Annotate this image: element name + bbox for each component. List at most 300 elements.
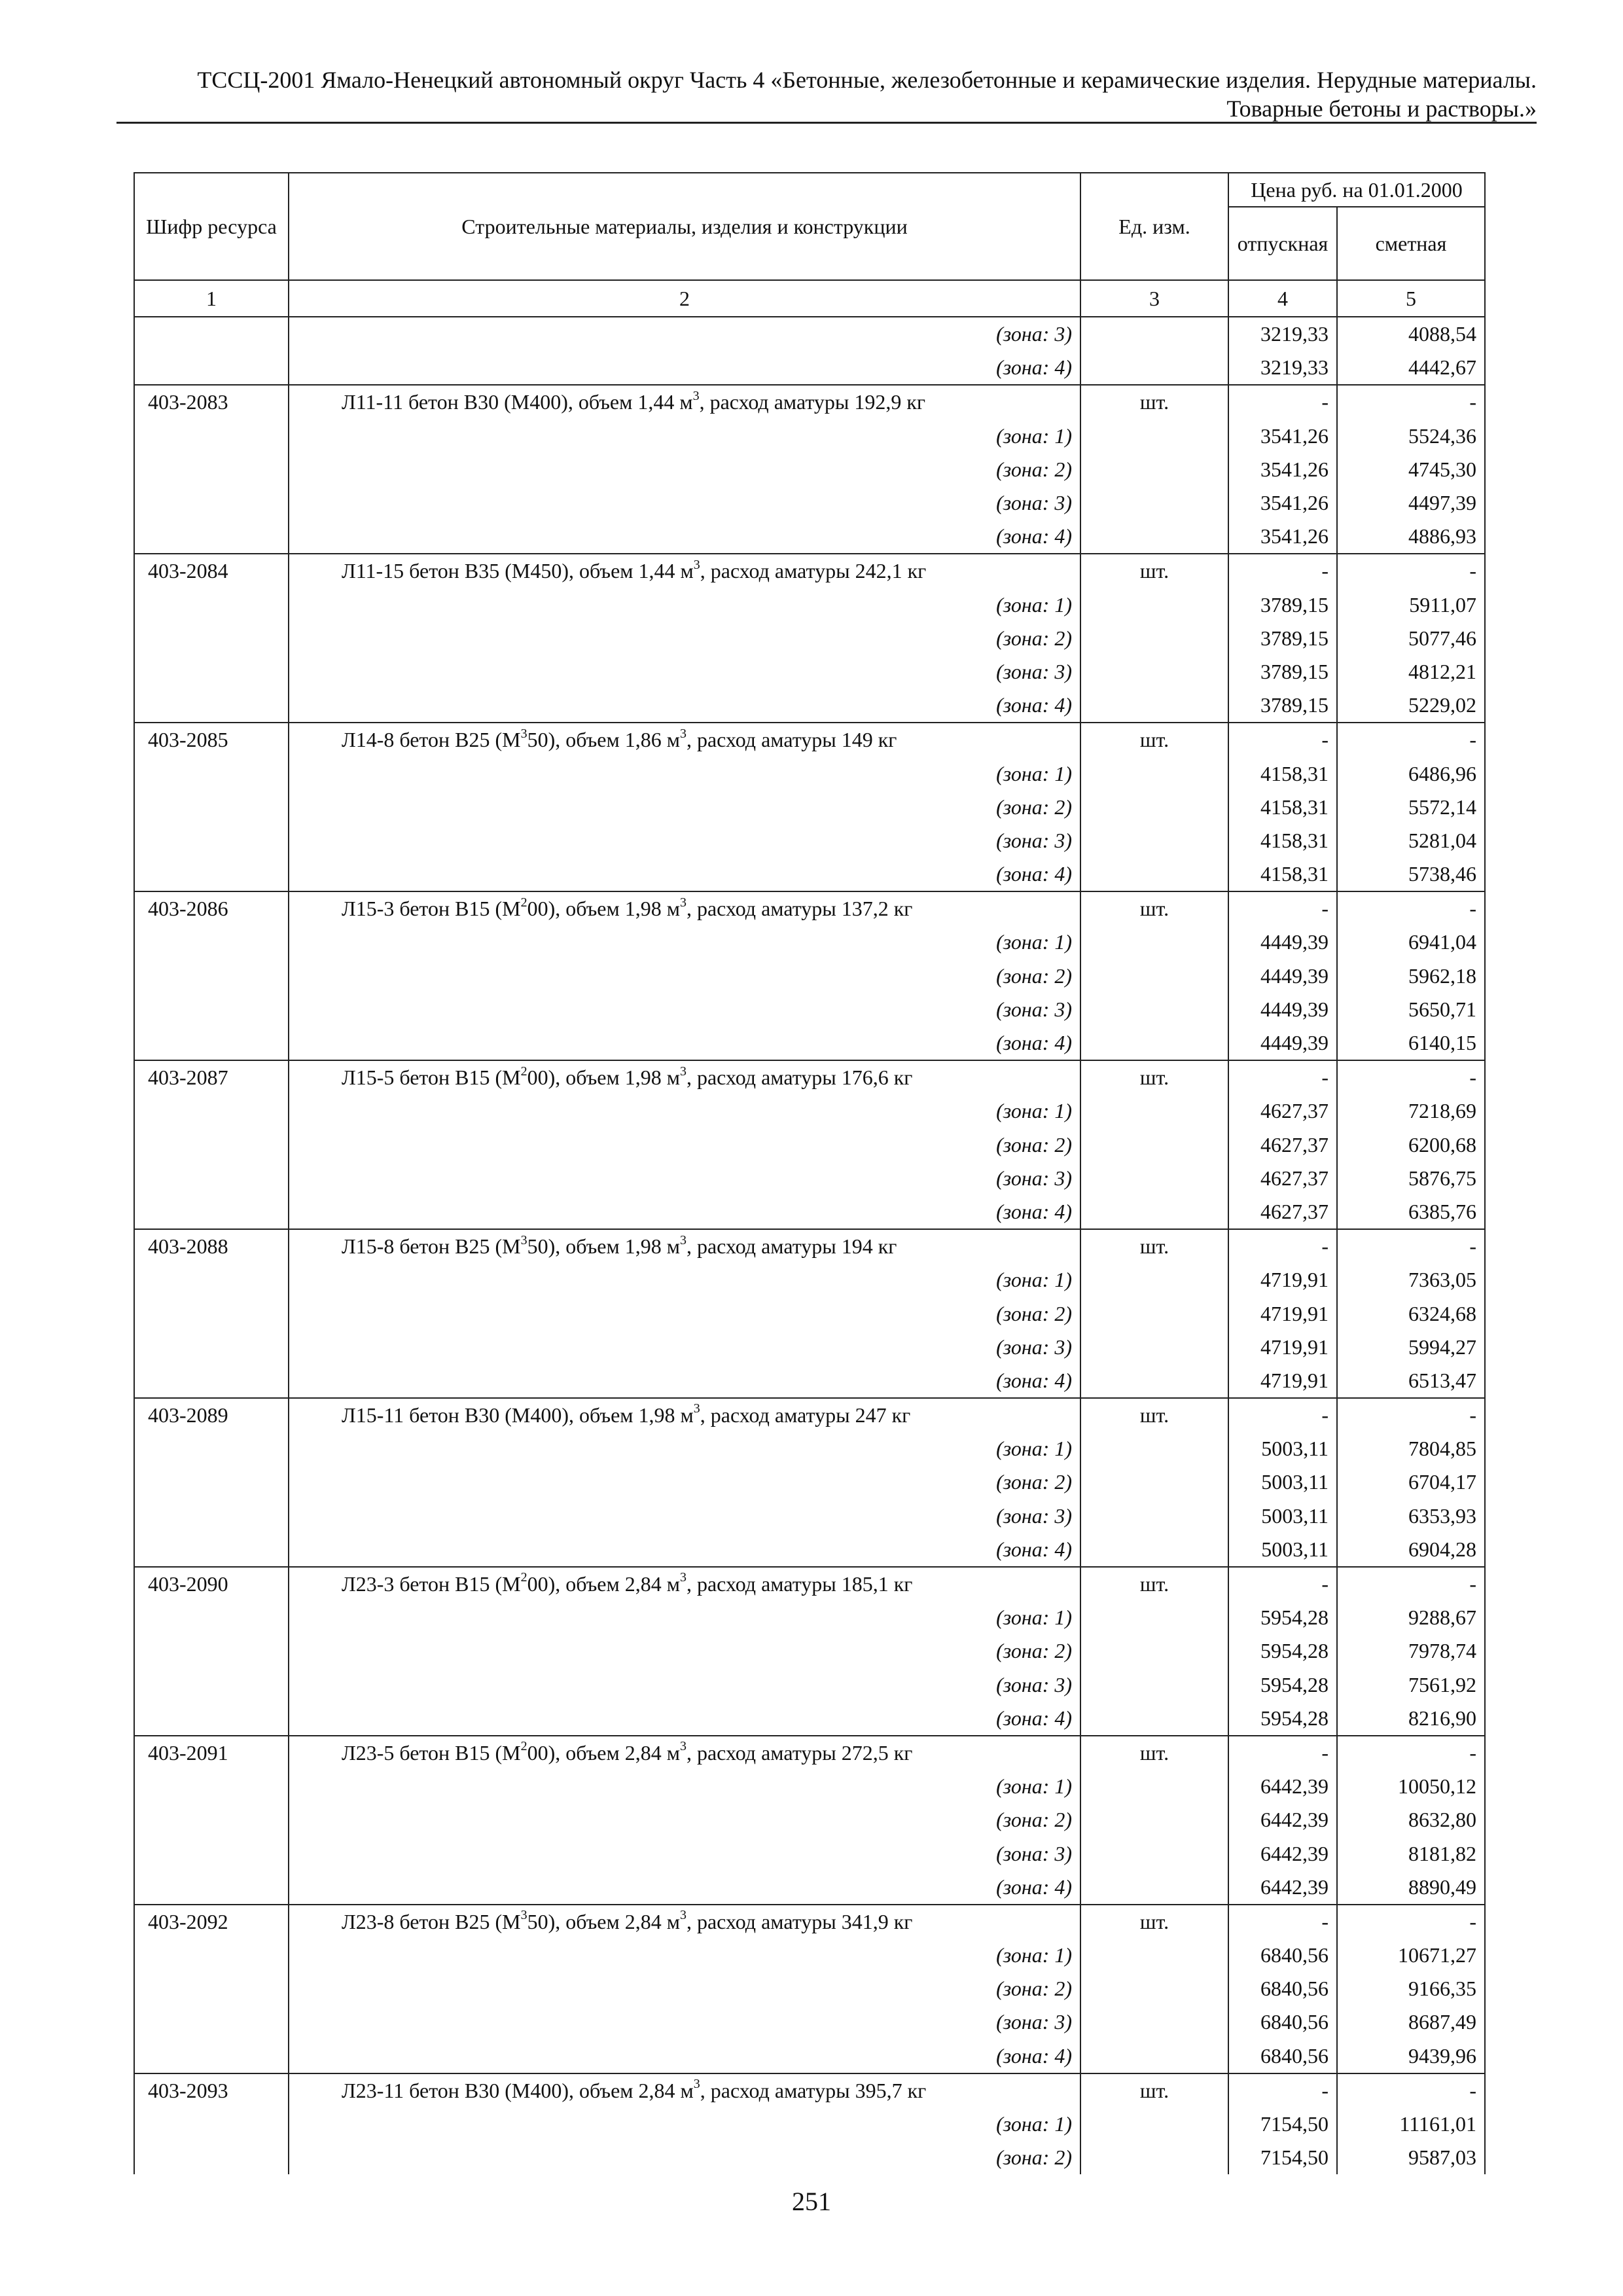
release-price	[1228, 1094, 1337, 1128]
resource-code	[134, 2073, 289, 2108]
release-text: 6840,56	[1260, 2043, 1329, 2068]
zone-text: (зона: 2)	[996, 1639, 1072, 1663]
zone-text: (зона: 4)	[996, 1537, 1072, 1561]
zone-text: (зона: 4)	[996, 862, 1072, 886]
resource-code	[134, 317, 289, 351]
table-row	[134, 1432, 1485, 1465]
resource-code	[134, 655, 289, 689]
unit-cell	[1080, 1162, 1228, 1195]
estimate-text: 4442,67	[1408, 355, 1476, 380]
name-part: , расход аматуры 194 кг	[686, 1234, 897, 1259]
zone-text: (зона: 3)	[996, 997, 1072, 1021]
unit-cell	[1080, 689, 1228, 723]
zone-label	[289, 1162, 1080, 1195]
estimate-text: -	[1469, 1234, 1476, 1259]
col-number: 2	[289, 280, 1080, 317]
unit-cell	[1080, 1364, 1228, 1398]
estimate-text: 7218,69	[1408, 1099, 1476, 1123]
zone-text: (зона: 4)	[996, 1031, 1072, 1055]
estimate-price	[1337, 622, 1485, 655]
release-text: 4719,91	[1260, 1368, 1329, 1392]
table-row	[134, 1195, 1485, 1229]
estimate-price	[1337, 554, 1485, 588]
zone-label	[289, 925, 1080, 959]
zone-text: (зона: 4)	[996, 693, 1072, 717]
code-text: 403-2085	[148, 728, 228, 752]
estimate-text: 4497,39	[1408, 491, 1476, 515]
estimate-price	[1337, 2005, 1485, 2039]
name-part: 00), объем 2,84 м	[527, 1740, 680, 1765]
name-part: 00), объем 1,98 м	[527, 897, 680, 921]
release-price	[1228, 689, 1337, 723]
zone-text: (зона: 3)	[996, 1166, 1072, 1190]
resource-code	[134, 1364, 289, 1398]
release-price	[1228, 385, 1337, 419]
unit-cell	[1080, 1837, 1228, 1870]
unit-cell	[1080, 1195, 1228, 1229]
release-price	[1228, 351, 1337, 385]
resource-code	[134, 857, 289, 891]
estimate-price	[1337, 1837, 1485, 1870]
name-part: Л23-5 бетон В15 (М	[342, 1740, 521, 1765]
zone-label	[289, 1702, 1080, 1736]
estimate-text: 8632,80	[1408, 1808, 1476, 1832]
zone-label	[289, 1601, 1080, 1634]
unit-cell	[1080, 1567, 1228, 1601]
zone-text: (зона: 1)	[996, 592, 1072, 617]
estimate-text: 9288,67	[1408, 1605, 1476, 1630]
zone-label	[289, 1972, 1080, 2005]
estimate-text: 5911,07	[1409, 592, 1476, 617]
release-text: -	[1321, 1572, 1329, 1596]
resource-code	[134, 723, 289, 757]
resource-code	[134, 351, 289, 385]
table-row	[134, 1128, 1485, 1162]
zone-label	[289, 1668, 1080, 1702]
name-part: Л11-15 бетон В35 (М450), объем 1,44 м	[342, 559, 694, 583]
estimate-text: 7804,85	[1408, 1437, 1476, 1461]
table-row	[134, 1837, 1485, 1870]
zone-text: (зона: 4)	[996, 1706, 1072, 1730]
estimate-price	[1337, 351, 1485, 385]
estimate-text: 7561,92	[1408, 1672, 1476, 1696]
unit-cell	[1080, 1297, 1228, 1330]
estimate-text: 5962,18	[1408, 963, 1476, 988]
unit-cell	[1080, 655, 1228, 689]
estimate-text: 5650,71	[1408, 997, 1476, 1021]
estimate-price	[1337, 588, 1485, 622]
estimate-price	[1337, 1972, 1485, 2005]
estimate-text: 9439,96	[1408, 2043, 1476, 2068]
table-row	[134, 2005, 1485, 2039]
estimate-text: 6904,28	[1408, 1537, 1476, 1561]
material-name	[289, 554, 1080, 588]
release-text: -	[1321, 390, 1329, 414]
resource-code	[134, 1972, 289, 2005]
zone-label	[289, 1465, 1080, 1499]
estimate-text: 5229,02	[1408, 693, 1476, 717]
table-row	[134, 1972, 1485, 2005]
resource-code	[134, 1398, 289, 1432]
unit-cell	[1080, 420, 1228, 453]
table-row	[134, 317, 1485, 351]
table-row	[134, 757, 1485, 790]
release-text: 3541,26	[1260, 423, 1329, 448]
resource-code	[134, 1162, 289, 1195]
name-sup: 3	[692, 388, 700, 403]
estimate-text: 6513,47	[1408, 1368, 1476, 1392]
release-text: 4158,31	[1260, 761, 1329, 785]
unit-cell	[1080, 1905, 1228, 1939]
unit-cell	[1080, 351, 1228, 385]
zone-label	[289, 757, 1080, 790]
code-text: 403-2083	[148, 390, 228, 414]
resource-code	[134, 1026, 289, 1060]
release-price	[1228, 622, 1337, 655]
zone-label	[289, 1432, 1080, 1465]
name-part: Л15-8 бетон В25 (М	[342, 1234, 521, 1259]
table-row	[134, 723, 1485, 757]
zone-label	[289, 1331, 1080, 1364]
release-price	[1228, 655, 1337, 689]
estimate-text: -	[1469, 559, 1476, 583]
release-text: 4449,39	[1260, 963, 1329, 988]
name-part: Л15-3 бетон В15 (М	[342, 897, 521, 921]
table-row	[134, 824, 1485, 857]
material-name	[289, 2073, 1080, 2108]
unit-cell	[1080, 2073, 1228, 2108]
zone-label	[289, 351, 1080, 385]
unit-cell	[1080, 520, 1228, 554]
zone-text: (зона: 3)	[996, 1503, 1072, 1528]
estimate-price	[1337, 1128, 1485, 1162]
unit-cell	[1080, 1634, 1228, 1668]
estimate-price	[1337, 1297, 1485, 1330]
release-text: 5003,11	[1261, 1537, 1329, 1561]
release-price	[1228, 1297, 1337, 1330]
page-header	[116, 65, 1537, 123]
header-rule	[116, 122, 1537, 124]
price-table	[134, 172, 1486, 2174]
header-line-2: Товарные бетоны и растворы.»	[1226, 96, 1537, 122]
zone-text: (зона: 2)	[996, 1470, 1072, 1494]
material-name	[289, 723, 1080, 757]
name-sup: 3	[679, 1908, 687, 1923]
estimate-price	[1337, 824, 1485, 857]
estimate-price	[1337, 1634, 1485, 1668]
estimate-text: 11161,01	[1399, 2112, 1476, 2136]
zone-text: (зона: 4)	[996, 1199, 1072, 1223]
release-text: -	[1321, 2078, 1329, 2102]
unit-cell	[1080, 1601, 1228, 1634]
resource-code	[134, 791, 289, 824]
estimate-text: 6140,15	[1408, 1031, 1476, 1055]
material-name	[289, 891, 1080, 925]
code-text: 403-2084	[148, 559, 228, 583]
unit-cell	[1080, 2005, 1228, 2039]
table-row	[134, 2108, 1485, 2141]
estimate-price	[1337, 1736, 1485, 1770]
table-row	[134, 2141, 1485, 2174]
unit-text: шт.	[1139, 1909, 1169, 1933]
unit-cell	[1080, 925, 1228, 959]
release-text: 4158,31	[1260, 795, 1329, 819]
resource-code	[134, 2005, 289, 2039]
table-row	[134, 486, 1485, 520]
zone-text: (зона: 3)	[996, 1672, 1072, 1696]
estimate-text: 6941,04	[1408, 930, 1476, 954]
release-text: -	[1321, 1066, 1329, 1090]
estimate-text: 6200,68	[1408, 1132, 1476, 1157]
release-price	[1228, 520, 1337, 554]
release-text: 4719,91	[1260, 1335, 1329, 1359]
release-text: 6442,39	[1260, 1808, 1329, 1832]
table-row	[134, 1702, 1485, 1736]
release-text: 4449,39	[1260, 997, 1329, 1021]
unit-cell	[1080, 1972, 1228, 2005]
unit-cell	[1080, 2141, 1228, 2174]
unit-cell	[1080, 857, 1228, 891]
estimate-price	[1337, 1162, 1485, 1195]
unit-cell	[1080, 1871, 1228, 1905]
zone-text: (зона: 1)	[996, 1437, 1072, 1461]
zone-text: (зона: 1)	[996, 1943, 1072, 1967]
release-price	[1228, 2005, 1337, 2039]
table-row	[134, 1803, 1485, 1837]
col-number: 4	[1228, 280, 1337, 317]
release-text: 4449,39	[1260, 1031, 1329, 1055]
release-price	[1228, 1567, 1337, 1601]
estimate-text: 6385,76	[1408, 1199, 1476, 1223]
table-row	[134, 1331, 1485, 1364]
zone-label	[289, 824, 1080, 857]
resource-code	[134, 960, 289, 993]
release-text: 6840,56	[1260, 1943, 1329, 1967]
col-header-price-group: Цена руб. на 01.01.2000	[1228, 173, 1485, 207]
zone-label	[289, 1297, 1080, 1330]
zone-label	[289, 2039, 1080, 2073]
resource-code	[134, 554, 289, 588]
resource-code	[134, 1128, 289, 1162]
release-text: -	[1321, 1740, 1329, 1765]
estimate-price	[1337, 1432, 1485, 1465]
resource-code	[134, 891, 289, 925]
name-part: , расход аматуры 341,9 кг	[686, 1909, 913, 1933]
name-sup: 3	[520, 1908, 527, 1923]
unit-cell	[1080, 453, 1228, 486]
resource-code	[134, 1229, 289, 1263]
estimate-price	[1337, 317, 1485, 351]
estimate-text: 5994,27	[1408, 1335, 1476, 1359]
estimate-text: 5077,46	[1408, 626, 1476, 650]
release-price	[1228, 1331, 1337, 1364]
estimate-text: 6353,93	[1408, 1503, 1476, 1528]
estimate-text: 10050,12	[1398, 1774, 1476, 1799]
estimate-price	[1337, 385, 1485, 419]
name-part: 50), объем 1,98 м	[527, 1234, 680, 1259]
release-text: 3219,33	[1260, 355, 1329, 380]
estimate-price	[1337, 1094, 1485, 1128]
zone-label	[289, 1026, 1080, 1060]
table-row	[134, 993, 1485, 1026]
col-header-code: Шифр ресурса	[134, 173, 289, 280]
unit-text: шт.	[1139, 559, 1169, 583]
release-price	[1228, 1905, 1337, 1939]
estimate-price	[1337, 1871, 1485, 1905]
estimate-price	[1337, 2039, 1485, 2073]
zone-text: (зона: 2)	[996, 1977, 1072, 2001]
release-text: -	[1321, 1909, 1329, 1933]
unit-cell	[1080, 960, 1228, 993]
zone-text: (зона: 2)	[996, 795, 1072, 819]
release-price	[1228, 723, 1337, 757]
table-row	[134, 554, 1485, 588]
table-row	[134, 857, 1485, 891]
unit-text: шт.	[1139, 1066, 1169, 1090]
estimate-price	[1337, 1601, 1485, 1634]
name-part: 00), объем 1,98 м	[527, 1066, 680, 1090]
estimate-text: -	[1469, 1066, 1476, 1090]
estimate-price	[1337, 1060, 1485, 1094]
name-part: Л11-11 бетон В30 (М400), объем 1,44 м	[342, 390, 693, 414]
table-row	[134, 655, 1485, 689]
unit-text: шт.	[1139, 1740, 1169, 1765]
table-row	[134, 1364, 1485, 1398]
release-price	[1228, 1398, 1337, 1432]
zone-text: (зона: 2)	[996, 626, 1072, 650]
table-row	[134, 1533, 1485, 1567]
material-name	[289, 1567, 1080, 1601]
estimate-text: -	[1469, 1572, 1476, 1596]
resource-code	[134, 1297, 289, 1330]
estimate-text: 9166,35	[1408, 1977, 1476, 2001]
name-sup: 3	[693, 1401, 700, 1416]
table-row	[134, 891, 1485, 925]
table-row	[134, 1567, 1485, 1601]
release-price	[1228, 1263, 1337, 1297]
unit-text: шт.	[1139, 728, 1169, 752]
material-name	[289, 1398, 1080, 1432]
table-row	[134, 1398, 1485, 1432]
estimate-text: 6324,68	[1408, 1301, 1476, 1325]
code-text: 403-2087	[148, 1066, 228, 1090]
table-row	[134, 385, 1485, 419]
name-sup: 3	[520, 1232, 527, 1247]
col-number: 5	[1337, 280, 1485, 317]
estimate-price	[1337, 1398, 1485, 1432]
estimate-price	[1337, 1668, 1485, 1702]
release-price	[1228, 824, 1337, 857]
name-part: , расход аматуры 137,2 кг	[686, 897, 913, 921]
table-row	[134, 1060, 1485, 1094]
release-text: -	[1321, 728, 1329, 752]
estimate-price	[1337, 689, 1485, 723]
release-price	[1228, 554, 1337, 588]
resource-code	[134, 1195, 289, 1229]
unit-cell	[1080, 723, 1228, 757]
zone-text: (зона: 3)	[996, 659, 1072, 683]
unit-cell	[1080, 2108, 1228, 2141]
release-price	[1228, 2039, 1337, 2073]
resource-code	[134, 453, 289, 486]
estimate-text: 5876,75	[1408, 1166, 1476, 1190]
name-sup: 3	[679, 895, 687, 910]
name-sup: 3	[693, 557, 700, 572]
release-price	[1228, 757, 1337, 790]
estimate-text: -	[1469, 897, 1476, 921]
zone-text: (зона: 1)	[996, 1268, 1072, 1292]
unit-cell	[1080, 1432, 1228, 1465]
zone-label	[289, 1364, 1080, 1398]
estimate-price	[1337, 1195, 1485, 1229]
name-sup: 2	[520, 1570, 527, 1585]
release-text: 5003,11	[1261, 1503, 1329, 1528]
release-text: 3541,26	[1260, 457, 1329, 481]
release-text: 3541,26	[1260, 491, 1329, 515]
table-row	[134, 689, 1485, 723]
table-row	[134, 1668, 1485, 1702]
zone-label	[289, 2108, 1080, 2141]
release-text: 3789,15	[1260, 693, 1329, 717]
table-row	[134, 1094, 1485, 1128]
name-part: , расход аматуры 176,6 кг	[686, 1066, 913, 1090]
name-part: , расход аматуры 272,5 кг	[686, 1740, 913, 1765]
estimate-price	[1337, 857, 1485, 891]
col-number: 1	[134, 280, 289, 317]
table-row	[134, 588, 1485, 622]
unit-cell	[1080, 1702, 1228, 1736]
zone-text: (зона: 4)	[996, 524, 1072, 548]
table-row	[134, 1871, 1485, 1905]
estimate-price	[1337, 1229, 1485, 1263]
release-price	[1228, 960, 1337, 993]
release-text: 4158,31	[1260, 862, 1329, 886]
table-row	[134, 351, 1485, 385]
zone-text: (зона: 4)	[996, 355, 1072, 380]
release-text: 5954,28	[1260, 1706, 1329, 1730]
zone-label	[289, 1533, 1080, 1567]
estimate-text: 5524,36	[1408, 423, 1476, 448]
zone-label	[289, 1263, 1080, 1297]
estimate-text: -	[1469, 1403, 1476, 1427]
release-price	[1228, 1195, 1337, 1229]
name-sup: 3	[679, 1232, 687, 1247]
unit-cell	[1080, 824, 1228, 857]
table-row	[134, 520, 1485, 554]
table-row	[134, 622, 1485, 655]
code-text: 403-2090	[148, 1572, 228, 1596]
unit-text: шт.	[1139, 390, 1169, 414]
release-price	[1228, 317, 1337, 351]
col-header-name: Строительные материалы, изделия и конструкции	[289, 173, 1080, 280]
release-text: 3541,26	[1260, 524, 1329, 548]
resource-code	[134, 1736, 289, 1770]
estimate-text: 4812,21	[1408, 659, 1476, 683]
resource-code	[134, 520, 289, 554]
name-part: 50), объем 1,86 м	[527, 728, 680, 752]
release-price	[1228, 1128, 1337, 1162]
table-row	[134, 1026, 1485, 1060]
col-header-release: отпускная	[1228, 207, 1337, 280]
resource-code	[134, 1939, 289, 1972]
page-number: 251	[792, 2187, 831, 2216]
zone-label	[289, 317, 1080, 351]
estimate-text: -	[1469, 1909, 1476, 1933]
zone-text: (зона: 1)	[996, 761, 1072, 785]
release-price	[1228, 1702, 1337, 1736]
estimate-price	[1337, 791, 1485, 824]
unit-cell	[1080, 385, 1228, 419]
